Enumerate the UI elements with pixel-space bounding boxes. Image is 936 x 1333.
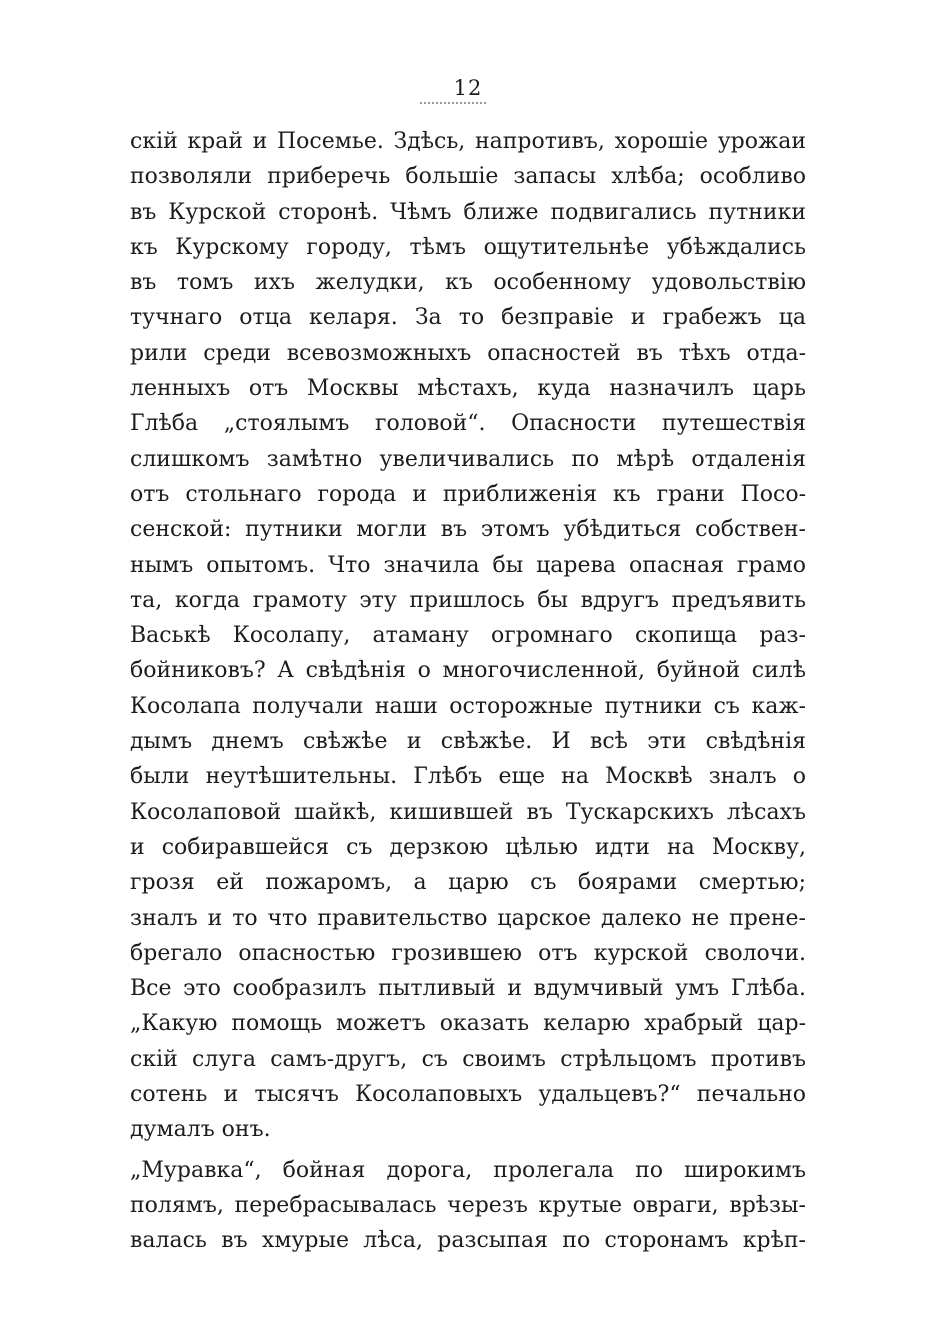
text-line: бойниковъ? А свѣдѣнія о многочисленной, буйной силѣ <box>130 658 806 684</box>
text-line: рили среди всевозможныхъ опасностей въ тѣхъ отда- <box>130 340 806 366</box>
text-line: Косолаповой шайкѣ, кишившей въ Тускарскихъ лѣсахъ <box>130 799 806 825</box>
page-number: 12 <box>453 76 483 100</box>
text-line: Все это сообразилъ пытливый и вдумчивый умъ Глѣба. <box>130 976 806 1002</box>
text-line: въ Курской сторонѣ. Чѣмъ ближе подвигались путники <box>130 199 806 225</box>
text-line: „Какую помощь можетъ оказать келарю храбрый цар- <box>130 1011 806 1037</box>
text-line: та, когда грамоту эту пришлось бы вдругъ предъявить <box>130 587 806 613</box>
text-line: нымъ опытомъ. Что значила бы царева опасная грамо <box>130 552 806 578</box>
text-line: грозя ей пожаромъ, а царю съ боярами смертью; <box>130 870 806 896</box>
text-line: ленныхъ отъ Москвы мѣстахъ, куда назначилъ царь <box>130 376 806 402</box>
text-line: слишкомъ замѣтно увеличивались по мѣрѣ отдаленія <box>130 446 806 472</box>
text-line: къ Курскому городу, тѣмъ ощутительнѣе убѣждались <box>130 234 806 260</box>
text-line: отъ стольнаго города и приближенія къ грани Посо- <box>130 481 806 507</box>
text-line: Васькѣ Косолапу, атаману огромнаго скопища раз- <box>130 623 806 649</box>
text-line: позволяли приберечь большіе запасы хлѣба; особливо <box>130 164 806 190</box>
text-line: скій край и Посемье. Здѣсь, напротивъ, хорошіе урожаи <box>130 129 806 154</box>
text-line: скій слуга самъ-другъ, съ своимъ стрѣльцомъ противъ <box>130 1046 806 1072</box>
text-line: были неутѣшительны. Глѣбъ еще на Москвѣ зналъ о <box>130 764 806 790</box>
text-line: валась въ хмурые лѣса, разсыпая по сторонамъ крѣп- <box>130 1228 806 1254</box>
text-line: дымъ днемъ свѣжѣе и свѣжѣе. И всѣ эти свѣдѣнія <box>130 729 806 755</box>
text-line: зналъ и то что правительство царское далеко не прене- <box>130 905 806 931</box>
text-line: въ томъ ихъ желудки, къ особенному удовольствію <box>130 270 806 296</box>
text-line: сенской: путники могли въ этомъ убѣдиться собствен- <box>130 517 806 543</box>
page-body-text <box>130 124 806 1259</box>
text-line: тучнаго отца келаря. За то безправіе и грабежъ ца <box>130 305 806 331</box>
text-line: „Муравка“, бойная дорога, пролегала по широкимъ <box>130 1157 806 1183</box>
page-number-rule <box>420 102 486 104</box>
text-line: думалъ онъ. <box>130 1117 271 1143</box>
text-line: сотень и тысячъ Косолаповыхъ удальцевъ?“ печально <box>130 1082 806 1108</box>
text-line: Косолапа получали наши осторожные путники съ каж- <box>130 693 806 719</box>
paragraph <box>130 1153 806 1259</box>
text-line: брегало опасностью грозившею отъ курской сволочи. <box>130 940 806 966</box>
paragraph <box>130 124 806 1148</box>
text-line: и собиравшейся съ дерзкою цѣлью идти на Москву, <box>130 834 806 860</box>
text-line: Глѣба „стоялымъ головой“. Опасности путешествія <box>130 411 806 437</box>
text-line: полямъ, перебрасывалась черезъ крутые овраги, врѣзы- <box>130 1192 806 1218</box>
